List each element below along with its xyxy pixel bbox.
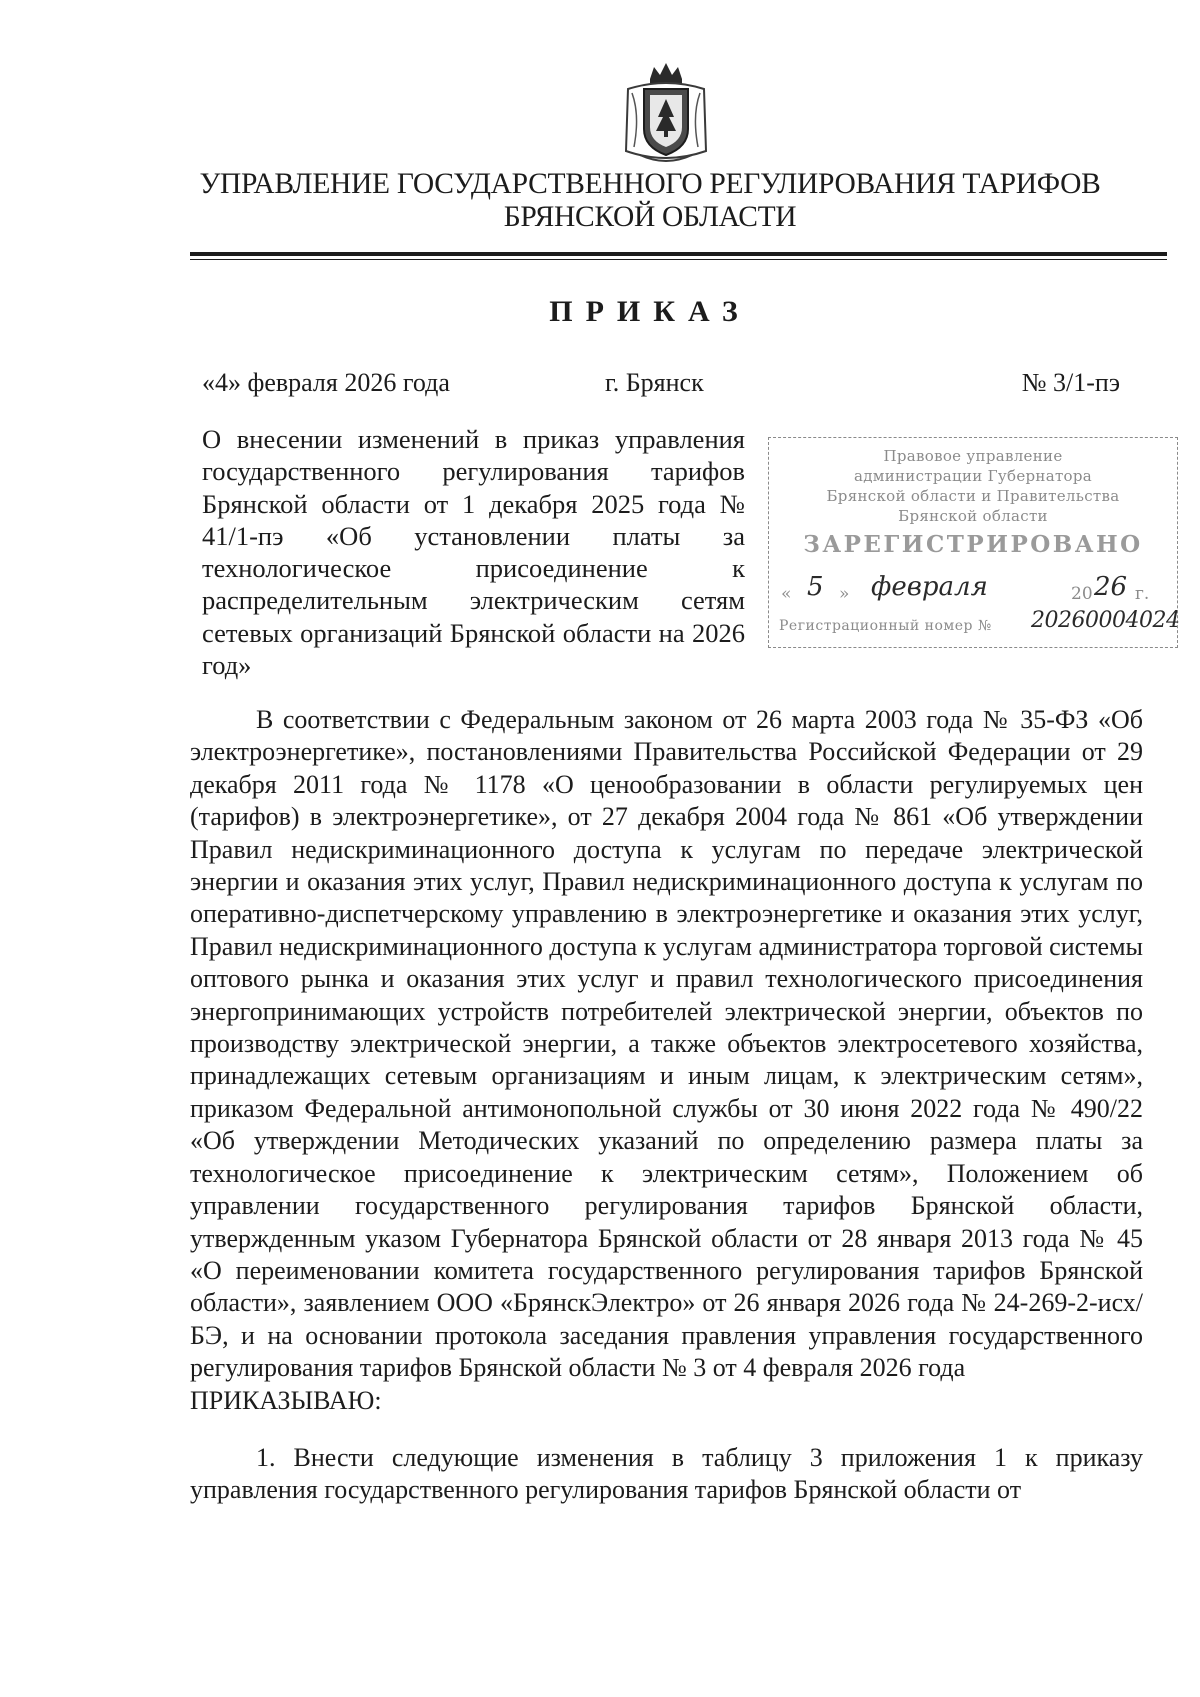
stamp-month: февраля bbox=[871, 572, 988, 602]
stamp-registration-label: Регистрационный номер № bbox=[779, 618, 992, 634]
bryansk-coat-of-arms-icon bbox=[620, 55, 712, 167]
organization-title-line-1: УПРАВЛЕНИЕ ГОСУДАРСТВЕННОГО РЕГУЛИРОВАНИЯ ТАРИФОВ bbox=[199, 168, 1101, 200]
document-number: № 3/1-пэ bbox=[1021, 368, 1120, 397]
document-type-heading: ПРИКАЗ bbox=[549, 295, 751, 328]
stamp-line-1: Правовое управление bbox=[883, 447, 1063, 465]
document-date: «4» февраля 2026 года bbox=[202, 368, 450, 397]
stamp-registration-number-row bbox=[779, 618, 992, 634]
stamp-year-suffix: 26 bbox=[1094, 572, 1128, 602]
header-divider-thick bbox=[190, 252, 1167, 256]
organization-title bbox=[180, 168, 1120, 234]
stamp-registration-number: 20260004024 bbox=[1031, 608, 1180, 633]
stamp-line-3: Брянской области и Правительства bbox=[826, 487, 1120, 505]
stamp-line-4: Брянской области bbox=[898, 507, 1048, 525]
document-body bbox=[190, 704, 1143, 1507]
body-paragraph-1: В соответствии с Федеральным законом от 26 марта 2003 года № 35-ФЗ «Об электроэнергетике», постановлениями Правительства Российской Федерации от 29 декабря 2011 года № 1178 «О ценообразовании в области регулируемых цен (тарифов) в электроэнергетике», от 27 декабря 2004 года № 861 «Об утверждении Правил недискриминационного доступа к услугам по передаче электрической энергии и оказания этих услуг, Правил недискриминационного доступа к услугам по оперативно-диспетчерскому управлению в электроэнергетике и оказания этих услуг, Правил недискриминационного доступа к услугам администратора торговой системы оптового рынка и оказания этих услуг и правил технологического присоединения энергопринимающих устройств потребителей электрической энергии, объектов по производству электрической энергии, а также объектов электросетевого хозяйства, принадлежащих сетевым организациям и иным лицам, к электрическим сетям», приказом Федеральной антимонопольной службы от 30 июня 2022 года № 490/22 «Об утверждении Методических указаний по определению размера платы за технологическое присоединение к электрическим сетям», Положением об управлении государственного регулирования тарифов Брянской области, утвержденным указом Губернатора Брянской области от 28 января 2013 года № 45 «О переименовании комитета государственного регулирования тарифов Брянской области», заявлением ООО «БрянскЭлектро» от 26 января 2026 года № 24-269-2-исх/БЭ, и на основании протокола заседания правления управления государственного регулирования тарифов Брянской области № 3 от 4 февраля 2026 года bbox=[190, 705, 1143, 1383]
stamp-year-prefix: 20 bbox=[1071, 584, 1093, 604]
registration-stamp bbox=[768, 437, 1178, 648]
document-subject bbox=[202, 423, 745, 681]
document-subject-text: О внесении изменений в приказ управления государственного регулирования тарифов Брянской области от 1 декабря 2025 года № 41/1-пэ «Об установлении платы за технологическое присоединение к распределительным электрическим сетям сетевых организаций Брянской области на 2026 год» bbox=[202, 424, 745, 681]
stamp-date-row: « 5 » февраля 20 26 г. bbox=[781, 572, 1150, 604]
organization-title-line-2: БРЯНСКОЙ ОБЛАСТИ bbox=[503, 201, 797, 233]
body-item-1: 1. Внести следующие изменения в таблицу 3 приложения 1 к приказу управления государственного регулирования тарифов Брянской области от bbox=[190, 1442, 1143, 1505]
header-divider-thin bbox=[190, 259, 1167, 260]
stamp-day: 5 bbox=[807, 572, 824, 602]
stamp-line-2: администрации Губернатора bbox=[853, 467, 1093, 485]
stamp-year-unit: г. bbox=[1135, 584, 1150, 604]
stamp-registered-label: ЗАРЕГИСТРИРОВАНО bbox=[803, 531, 1143, 558]
order-word: ПРИКАЗЫВАЮ: bbox=[190, 1385, 382, 1415]
document-city: г. Брянск bbox=[605, 368, 704, 397]
